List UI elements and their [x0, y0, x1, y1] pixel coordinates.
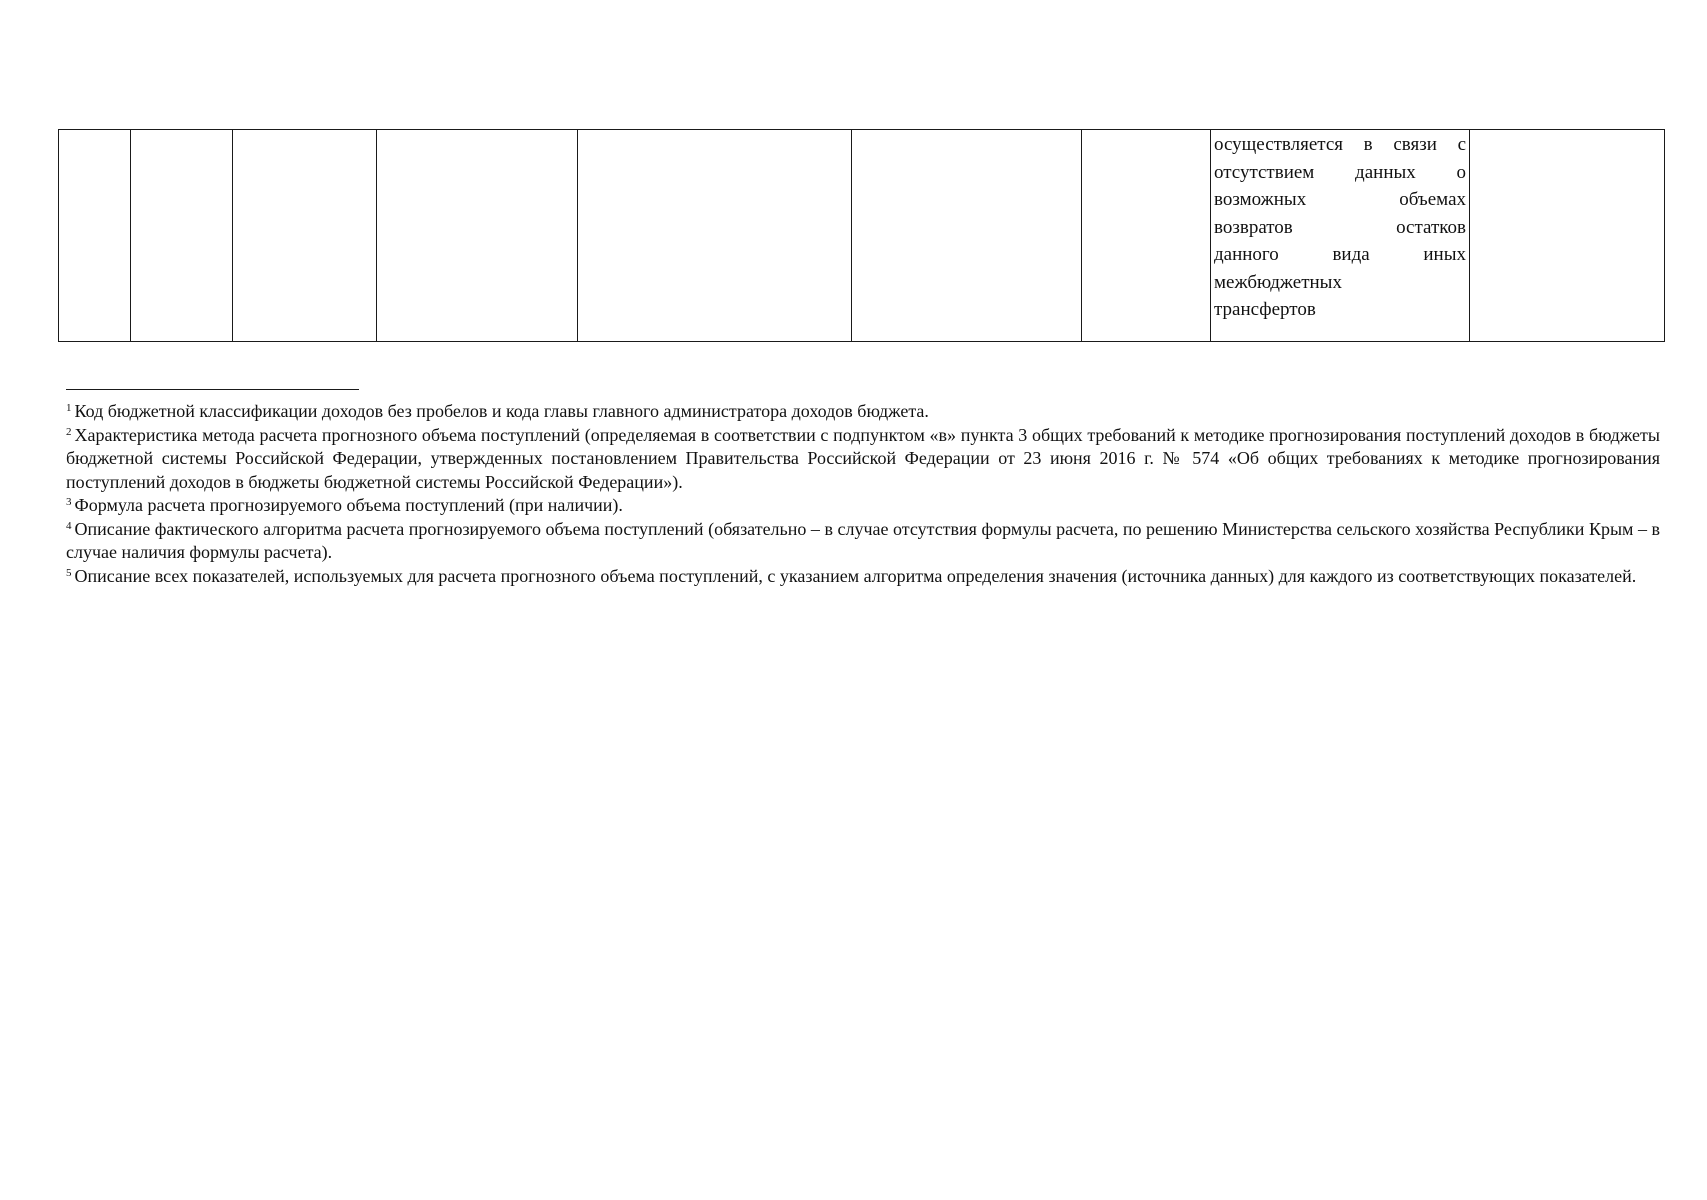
- footnote-5: [66, 565, 1660, 589]
- footnote-marker: 3: [66, 496, 72, 508]
- footnote-marker: 4: [66, 519, 72, 532]
- table-cell-5: [578, 130, 852, 342]
- table-cell-7: [1082, 130, 1211, 342]
- cell-line: отсутствием данных о: [1214, 161, 1466, 183]
- table-cell-2: [131, 130, 233, 342]
- footnote-marker: 2: [66, 425, 72, 438]
- footnote-text: Характеристика метода расчета прогнозного объема поступлений (определяемая в соответствии с подпунктом «в» пункта 3 общих требований к методике прогнозирования поступлений доходов в бюджеты бюджетной системы Российской Федерации, утвержденных постановлением Правительства Российской Федерации от 23 июня 2016 г. № 574 «Об общих требованиях к методике прогнозирования поступлений доходов в бюджеты бюджетной системы Российской Федерации»).: [66, 424, 1660, 492]
- footnote-text: Описание всех показателей, используемых для расчета прогнозного объема поступлений, с указанием алгоритма определения значения (источника данных) для каждого из соответствующих показателей.: [74, 565, 1637, 586]
- cell-line: возвратов остатков: [1214, 216, 1466, 238]
- footnote-separator: [66, 389, 359, 390]
- table-cell-4: [377, 130, 578, 342]
- cell-line: данного вида иных: [1214, 244, 1466, 265]
- footnote-2: [66, 424, 1660, 495]
- table-row: [59, 130, 1665, 342]
- table-cell-9: [1470, 130, 1665, 342]
- cell-line: возможных объемах: [1214, 189, 1466, 210]
- cell-line: межбюджетных: [1214, 271, 1342, 293]
- table-cell-6: [852, 130, 1082, 342]
- footnotes: [66, 400, 1660, 588]
- cell-line: осуществляется в связи с: [1214, 134, 1466, 155]
- table-cell-3: [233, 130, 377, 342]
- footnote-1: [66, 400, 1660, 424]
- footnote-marker: 1: [66, 402, 72, 414]
- table-cell-1: [59, 130, 131, 342]
- footnote-3: [66, 494, 1660, 518]
- footnote-text: Код бюджетной классификации доходов без пробелов и кода главы главного администратора доходов бюджета.: [74, 401, 929, 421]
- cell-line: трансфертов: [1214, 299, 1316, 320]
- footnote-marker: 5: [66, 566, 72, 579]
- forecast-method-table: [58, 129, 1665, 342]
- footnote-text: Формула расчета прогнозируемого объема поступлений (при наличии).: [74, 495, 623, 515]
- footnote-text: Описание фактического алгоритма расчета прогнозируемого объема поступлений (обязательно – в случае отсутствия формулы расчета, по решению Министерства сельского хозяйства Республики Крым – в случае наличия формулы расчета).: [66, 518, 1660, 562]
- cell-text: [1211, 130, 1469, 324]
- footnote-4: [66, 518, 1660, 565]
- table-cell-description: [1211, 130, 1470, 342]
